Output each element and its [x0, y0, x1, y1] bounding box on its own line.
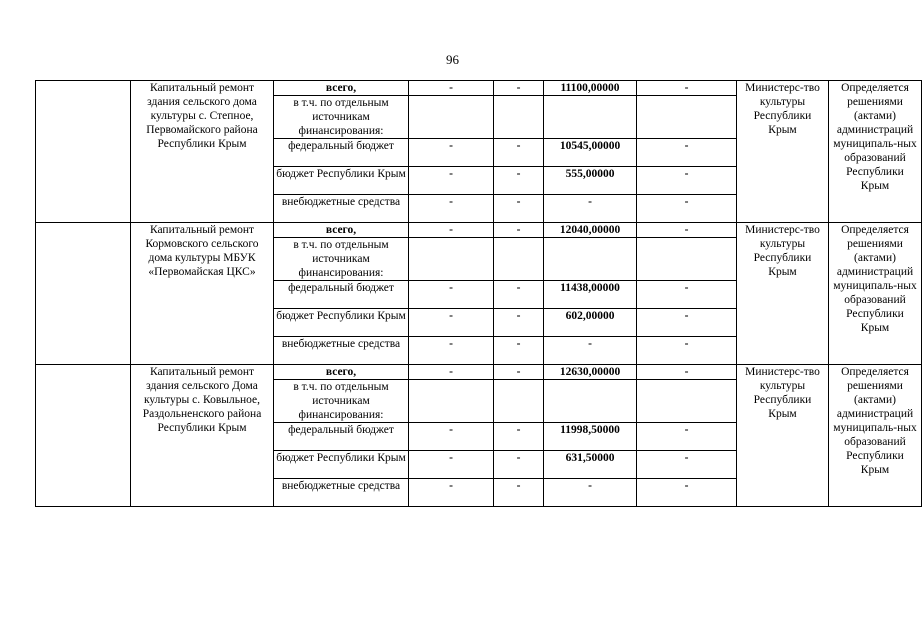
value-cell [409, 238, 494, 281]
value-cell: - [409, 81, 494, 96]
source-label: всего, [274, 365, 409, 380]
value-cell: - [409, 195, 494, 223]
note-cell: Определяется решениями (актами) администраций муниципаль-ных образований Республики Крым [829, 223, 922, 365]
value-cell: - [637, 365, 737, 380]
funding-table [35, 80, 922, 507]
source-label: федеральный бюджет [274, 281, 409, 309]
value-cell: - [637, 309, 737, 337]
value-cell [637, 238, 737, 281]
value-cell: - [409, 309, 494, 337]
amount-cell: - [544, 195, 637, 223]
value-cell [409, 96, 494, 139]
amount-cell [544, 380, 637, 423]
table-row [36, 365, 922, 380]
executor-cell: Министерс-тво культуры Республики Крым [737, 365, 829, 507]
value-cell: - [637, 81, 737, 96]
source-label: в т.ч. по отдельным источникам финансирования: [274, 238, 409, 281]
value-cell: - [637, 195, 737, 223]
note-cell: Определяется решениями (актами) администраций муниципаль-ных образований Республики Крым [829, 365, 922, 507]
object-name: Капитальный ремонт здания сельского дома культуры с. Степное, Первомайского района Республики Крым [131, 81, 274, 223]
value-cell: - [409, 451, 494, 479]
source-label: бюджет Республики Крым [274, 451, 409, 479]
amount-cell: 11100,00000 [544, 81, 637, 96]
source-label: внебюджетные средства [274, 337, 409, 365]
value-cell [637, 96, 737, 139]
executor-cell: Министерс-тво культуры Республики Крым [737, 81, 829, 223]
source-label: бюджет Республики Крым [274, 309, 409, 337]
executor-cell: Министерс-тво культуры Республики Крым [737, 223, 829, 365]
value-cell: - [409, 223, 494, 238]
value-cell: - [409, 423, 494, 451]
amount-cell: - [544, 337, 637, 365]
value-cell: - [494, 81, 544, 96]
value-cell: - [494, 451, 544, 479]
amount-cell: 11438,00000 [544, 281, 637, 309]
object-name: Капитальный ремонт Кормовского сельского дома культуры МБУК «Первомайская ЦКС» [131, 223, 274, 365]
source-label: всего, [274, 223, 409, 238]
value-cell: - [494, 365, 544, 380]
source-label: бюджет Республики Крым [274, 167, 409, 195]
value-cell: - [637, 281, 737, 309]
amount-cell: - [544, 479, 637, 507]
source-label: федеральный бюджет [274, 139, 409, 167]
value-cell: - [409, 281, 494, 309]
value-cell: - [637, 139, 737, 167]
amount-cell: 631,50000 [544, 451, 637, 479]
value-cell: - [494, 195, 544, 223]
source-label: внебюджетные средства [274, 479, 409, 507]
table-row [36, 81, 922, 96]
value-cell: - [494, 139, 544, 167]
page-number: 96 [446, 52, 459, 67]
amount-cell [544, 238, 637, 281]
empty-cell [36, 81, 131, 223]
value-cell: - [494, 167, 544, 195]
value-cell: - [409, 365, 494, 380]
value-cell: - [637, 451, 737, 479]
source-label: всего, [274, 81, 409, 96]
value-cell: - [637, 423, 737, 451]
value-cell [637, 380, 737, 423]
amount-cell: 555,00000 [544, 167, 637, 195]
value-cell: - [494, 309, 544, 337]
amount-cell: 602,00000 [544, 309, 637, 337]
amount-cell: 11998,50000 [544, 423, 637, 451]
value-cell: - [494, 223, 544, 238]
value-cell: - [637, 337, 737, 365]
empty-cell [36, 223, 131, 365]
amount-cell: 12630,00000 [544, 365, 637, 380]
value-cell: - [409, 167, 494, 195]
note-cell: Определяется решениями (актами) администраций муниципаль-ных образований Республики Крым [829, 81, 922, 223]
value-cell: - [494, 479, 544, 507]
amount-cell: 10545,00000 [544, 139, 637, 167]
value-cell: - [637, 479, 737, 507]
value-cell: - [637, 167, 737, 195]
value-cell: - [494, 423, 544, 451]
amount-cell: 12040,00000 [544, 223, 637, 238]
value-cell: - [637, 223, 737, 238]
source-label: внебюджетные средства [274, 195, 409, 223]
value-cell: - [409, 337, 494, 365]
value-cell: - [494, 337, 544, 365]
value-cell [494, 96, 544, 139]
value-cell [494, 238, 544, 281]
value-cell: - [409, 479, 494, 507]
source-label: в т.ч. по отдельным источникам финансирования: [274, 380, 409, 423]
object-name: Капитальный ремонт здания сельского Дома культуры с. Ковыльное, Раздольненского района Республики Крым [131, 365, 274, 507]
amount-cell [544, 96, 637, 139]
value-cell [494, 380, 544, 423]
value-cell: - [494, 281, 544, 309]
value-cell: - [409, 139, 494, 167]
source-label: в т.ч. по отдельным источникам финансирования: [274, 96, 409, 139]
empty-cell [36, 365, 131, 507]
table-row [36, 223, 922, 238]
value-cell [409, 380, 494, 423]
source-label: федеральный бюджет [274, 423, 409, 451]
